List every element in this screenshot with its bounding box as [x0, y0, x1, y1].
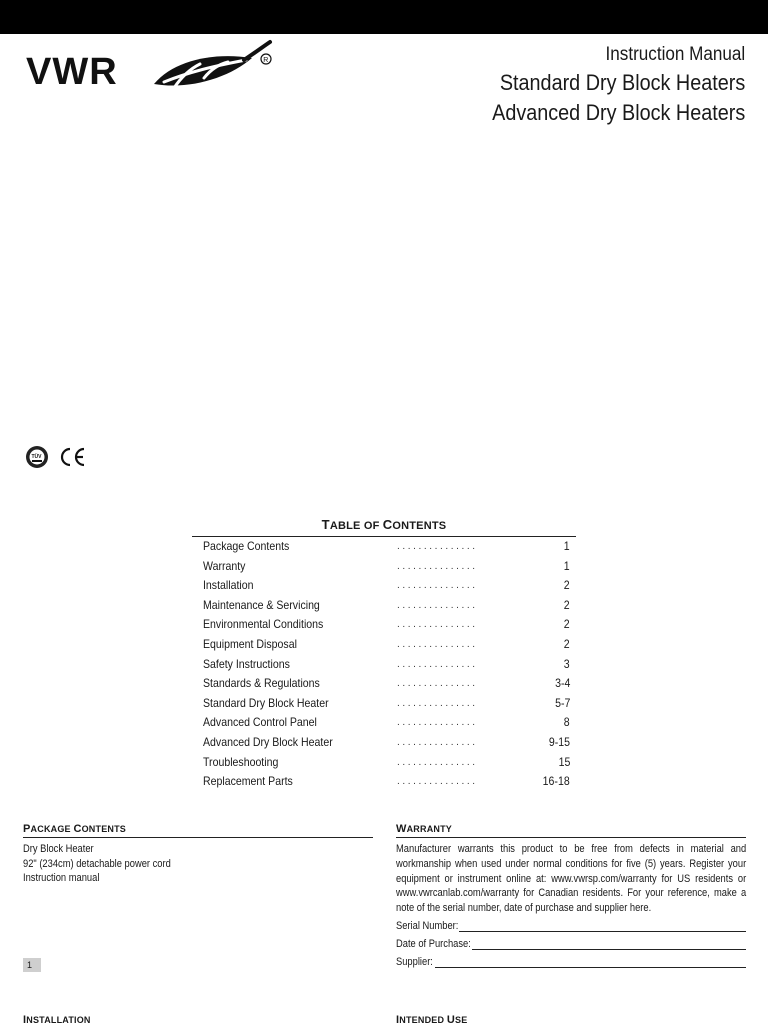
toc-entry-page: 3-4	[554, 676, 570, 691]
leaf-icon	[154, 42, 270, 88]
toc-row[interactable]	[192, 615, 576, 635]
svg-text:TÜV: TÜV	[31, 454, 42, 460]
toc-entry-page: 15	[558, 754, 570, 769]
package-contents-heading: PACKAGE CONTENTS	[23, 822, 373, 838]
toc-entry-label[interactable]: Safety Instructions	[203, 656, 290, 671]
toc-entry-label[interactable]: Equipment Disposal	[203, 636, 297, 651]
toc-leader-dots: ...............	[397, 736, 478, 748]
serial-number-line[interactable]	[459, 931, 746, 932]
manual-title: Instruction Manual	[605, 44, 745, 65]
list-item: Instruction manual	[23, 872, 100, 884]
date-of-purchase-label: Date of Purchase:	[396, 938, 471, 950]
toc-entry-page: 8	[564, 715, 570, 730]
toc-entry-label[interactable]: Installation	[203, 578, 254, 593]
toc-entry-label[interactable]: Standards & Regulations	[203, 676, 320, 691]
vwr-logo-text: VWR	[26, 51, 118, 93]
toc-leader-dots: ...............	[397, 541, 478, 552]
toc-row[interactable]	[192, 537, 576, 557]
manual-titles	[464, 42, 745, 128]
page-number: 1	[23, 958, 41, 972]
certification-marks	[24, 441, 88, 473]
list-item: 92" (234cm) detachable power cord	[23, 857, 171, 870]
toc-entry-label[interactable]: Replacement Parts	[203, 774, 293, 789]
toc-row[interactable]	[192, 713, 576, 733]
toc-row[interactable]	[192, 596, 576, 616]
toc-row[interactable]	[192, 576, 576, 596]
list-item: Dry Block Heater	[23, 843, 94, 855]
toc-entry-page: 3	[564, 656, 570, 671]
toc-leader-dots: ...............	[397, 560, 478, 572]
toc-entry-page: 2	[564, 617, 570, 632]
toc-entry-label[interactable]: Troubleshooting	[203, 754, 279, 769]
installation-heading: INSTALLATION	[23, 1014, 91, 1026]
toc-leader-dots: ...............	[397, 697, 478, 709]
toc-entry-label[interactable]: Package Contents	[203, 539, 290, 553]
toc-entry-page: 16-18	[542, 774, 570, 789]
date-of-purchase-line[interactable]	[472, 949, 746, 950]
toc-leader-dots: ...............	[397, 580, 478, 592]
toc-entry-page: 5-7	[554, 695, 570, 710]
toc-row[interactable]	[192, 635, 576, 655]
toc-row[interactable]	[192, 772, 576, 792]
serial-number-label: Serial Number:	[396, 920, 459, 932]
toc-leader-dots: ...............	[397, 717, 478, 729]
table-of-contents	[192, 516, 576, 792]
toc-entry-page: 9-15	[548, 734, 570, 749]
warranty-heading: WARRANTY	[396, 822, 746, 838]
toc-row[interactable]	[192, 753, 576, 773]
supplier-field[interactable]	[396, 954, 746, 970]
svg-text:R: R	[263, 57, 269, 64]
toc-entry-page: 1	[564, 539, 570, 553]
toc-leader-dots: ...............	[397, 756, 478, 768]
vwr-logo	[24, 38, 274, 94]
toc-leader-dots: ...............	[397, 599, 478, 611]
toc-entry-label[interactable]: Advanced Control Panel	[203, 715, 317, 730]
tuv-mark-icon	[26, 446, 48, 468]
toc-leader-dots: ...............	[397, 658, 478, 670]
product-title-advanced: Advanced Dry Block Heaters	[491, 100, 745, 125]
toc-entry-page: 2	[564, 578, 570, 593]
toc-row[interactable]	[192, 674, 576, 694]
registered-icon	[261, 54, 271, 64]
toc-leader-dots: ...............	[397, 638, 478, 650]
ce-mark-icon	[62, 449, 84, 465]
toc-entry-label[interactable]: Maintenance & Servicing	[203, 597, 320, 612]
toc-entry-page: 2	[564, 636, 570, 651]
toc-leader-dots: ...............	[397, 678, 478, 690]
toc-row[interactable]	[192, 694, 576, 714]
intended-use-heading: INTENDED USE	[396, 1014, 468, 1026]
package-contents-list	[23, 842, 171, 886]
toc-row[interactable]	[192, 655, 576, 675]
svg-text:CE: CE	[24, 441, 26, 442]
top-black-bar	[0, 0, 768, 34]
toc-entry-label[interactable]: Warranty	[203, 558, 246, 573]
toc-entry-label[interactable]: Environmental Conditions	[203, 617, 324, 632]
supplier-line[interactable]	[435, 967, 746, 968]
date-of-purchase-field[interactable]	[396, 936, 746, 952]
serial-number-field[interactable]	[396, 918, 746, 934]
toc-row[interactable]	[192, 733, 576, 753]
warranty-text: Manufacturer warrants this product to be free from defects in material and workmanship when used under normal conditions for five (5) years. Register your equipment or instrument online at: www.vwrsp.com/warranty for US residents or www.vwrcanlab.com/warranty for Canadian residents. For your reference, make a note of the serial number, date of purchase and supplier here.	[396, 843, 747, 915]
toc-entry-label[interactable]: Advanced Dry Block Heater	[203, 734, 333, 749]
toc-entry-page: 2	[564, 597, 570, 612]
toc-entry-page: 1	[564, 558, 570, 573]
toc-entry-label[interactable]: Standard Dry Block Heater	[203, 695, 329, 710]
product-title-standard: Standard Dry Block Heaters	[499, 70, 745, 95]
toc-leader-dots: ...............	[397, 619, 478, 631]
toc-leader-dots: ...............	[397, 776, 478, 788]
toc-row[interactable]	[192, 557, 576, 577]
toc-title: TABLE OF CONTENTS	[321, 517, 447, 532]
supplier-label: Supplier:	[396, 956, 433, 968]
